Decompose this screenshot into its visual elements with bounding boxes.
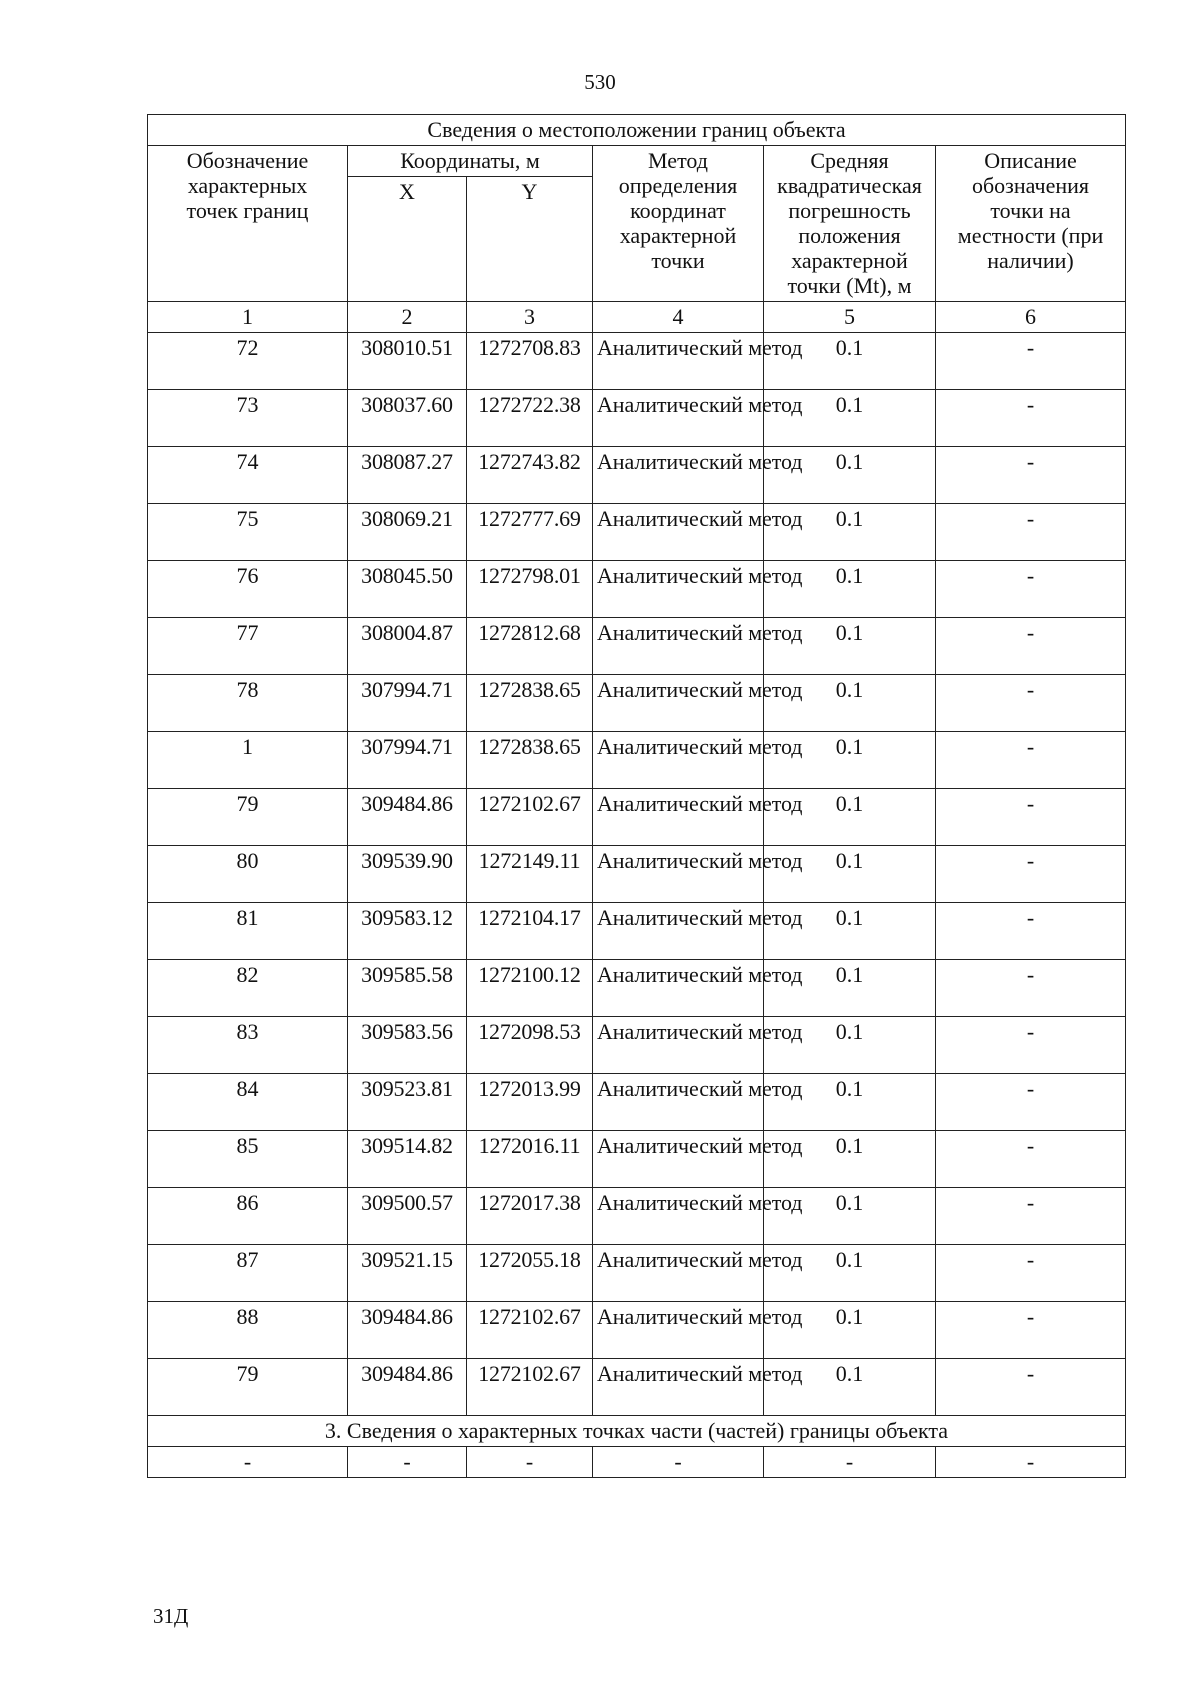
cell-description: -: [936, 618, 1126, 675]
cell-method: Аналитический метод: [593, 504, 764, 561]
cell-error: 0.1: [764, 618, 936, 675]
cell-description: -: [936, 1131, 1126, 1188]
column-number: 2: [348, 302, 467, 333]
cell-error: 0.1: [764, 447, 936, 504]
cell-x: 309585.58: [348, 960, 467, 1017]
part-section-cell: -: [764, 1447, 936, 1478]
part-section-cell: -: [348, 1447, 467, 1478]
cell-y: 1272102.67: [467, 1302, 593, 1359]
cell-y: 1272777.69: [467, 504, 593, 561]
cell-x: 308045.50: [348, 561, 467, 618]
table-row: [148, 789, 1126, 846]
cell-point: 88: [148, 1302, 348, 1359]
cell-y: 1272102.67: [467, 1359, 593, 1416]
header-point-designation: Обозначение характерных точек границ: [148, 146, 348, 302]
cell-x: 308004.87: [348, 618, 467, 675]
boundary-coordinates-table: [147, 114, 1126, 1478]
header-x: X: [348, 177, 467, 302]
cell-x: 307994.71: [348, 732, 467, 789]
cell-method: Аналитический метод: [593, 960, 764, 1017]
cell-method: Аналитический метод: [593, 1359, 764, 1416]
part-section-title: 3. Сведения о характерных точках части (частей) границы объекта: [148, 1416, 1126, 1447]
cell-point: 72: [148, 333, 348, 390]
header-error: Средняя квадратическая погрешность положения характерной точки (Mt), м: [764, 146, 936, 302]
cell-description: -: [936, 789, 1126, 846]
cell-description: -: [936, 732, 1126, 789]
cell-x: 309514.82: [348, 1131, 467, 1188]
header-coordinates: Координаты, м: [348, 146, 593, 177]
cell-method: Аналитический метод: [593, 561, 764, 618]
cell-method: Аналитический метод: [593, 1188, 764, 1245]
part-section-data-row: [148, 1447, 1126, 1478]
cell-method: Аналитический метод: [593, 1017, 764, 1074]
table-row: [148, 1017, 1126, 1074]
cell-error: 0.1: [764, 1302, 936, 1359]
cell-description: -: [936, 1359, 1126, 1416]
table-row: [148, 447, 1126, 504]
cell-error: 0.1: [764, 1359, 936, 1416]
cell-point: 83: [148, 1017, 348, 1074]
column-number: 4: [593, 302, 764, 333]
column-number: 5: [764, 302, 936, 333]
cell-x: 309500.57: [348, 1188, 467, 1245]
cell-description: -: [936, 675, 1126, 732]
table-row: [148, 1188, 1126, 1245]
cell-error: 0.1: [764, 1017, 936, 1074]
cell-method: Аналитический метод: [593, 447, 764, 504]
cell-point: 79: [148, 1359, 348, 1416]
cell-y: 1272017.38: [467, 1188, 593, 1245]
cell-x: 309539.90: [348, 846, 467, 903]
cell-point: 86: [148, 1188, 348, 1245]
cell-x: 309583.12: [348, 903, 467, 960]
cell-error: 0.1: [764, 960, 936, 1017]
part-section-cell: -: [936, 1447, 1126, 1478]
cell-x: 309484.86: [348, 789, 467, 846]
cell-y: 1272838.65: [467, 732, 593, 789]
cell-y: 1272743.82: [467, 447, 593, 504]
cell-method: Аналитический метод: [593, 1131, 764, 1188]
table-row: [148, 333, 1126, 390]
table-row: [148, 732, 1126, 789]
column-number: 6: [936, 302, 1126, 333]
cell-point: 74: [148, 447, 348, 504]
table-row: [148, 1245, 1126, 1302]
cell-x: 309484.86: [348, 1359, 467, 1416]
cell-x: 309523.81: [348, 1074, 467, 1131]
cell-description: -: [936, 903, 1126, 960]
cell-y: 1272149.11: [467, 846, 593, 903]
cell-description: -: [936, 1302, 1126, 1359]
cell-point: 85: [148, 1131, 348, 1188]
cell-x: 308010.51: [348, 333, 467, 390]
table-row: [148, 561, 1126, 618]
cell-method: Аналитический метод: [593, 618, 764, 675]
column-number-row: [148, 302, 1126, 333]
table-row: [148, 1074, 1126, 1131]
cell-x: 308037.60: [348, 390, 467, 447]
cell-description: -: [936, 333, 1126, 390]
table-caption-row: [148, 115, 1126, 146]
cell-method: Аналитический метод: [593, 846, 764, 903]
header-y: Y: [467, 177, 593, 302]
cell-y: 1272722.38: [467, 390, 593, 447]
cell-y: 1272812.68: [467, 618, 593, 675]
table-row: [148, 846, 1126, 903]
cell-y: 1272055.18: [467, 1245, 593, 1302]
cell-error: 0.1: [764, 1074, 936, 1131]
cell-point: 78: [148, 675, 348, 732]
column-number: 3: [467, 302, 593, 333]
table-caption: Сведения о местоположении границ объекта: [148, 115, 1126, 146]
cell-error: 0.1: [764, 846, 936, 903]
cell-description: -: [936, 1188, 1126, 1245]
cell-x: 307994.71: [348, 675, 467, 732]
cell-point: 84: [148, 1074, 348, 1131]
cell-y: 1272102.67: [467, 789, 593, 846]
table-row: [148, 504, 1126, 561]
cell-point: 82: [148, 960, 348, 1017]
cell-x: 308087.27: [348, 447, 467, 504]
cell-method: Аналитический метод: [593, 789, 764, 846]
cell-method: Аналитический метод: [593, 675, 764, 732]
cell-x: 309521.15: [348, 1245, 467, 1302]
cell-y: 1272798.01: [467, 561, 593, 618]
cell-point: 79: [148, 789, 348, 846]
table-row: [148, 1359, 1126, 1416]
cell-error: 0.1: [764, 1245, 936, 1302]
cell-method: Аналитический метод: [593, 903, 764, 960]
cell-error: 0.1: [764, 903, 936, 960]
table-row: [148, 960, 1126, 1017]
cell-error: 0.1: [764, 390, 936, 447]
table-row: [148, 903, 1126, 960]
table-row: [148, 1131, 1126, 1188]
cell-method: Аналитический метод: [593, 1245, 764, 1302]
part-section-cell: -: [148, 1447, 348, 1478]
cell-description: -: [936, 504, 1126, 561]
cell-description: -: [936, 1017, 1126, 1074]
cell-y: 1272104.17: [467, 903, 593, 960]
table-row: [148, 390, 1126, 447]
header-description: Описание обозначения точки на местности (при наличии): [936, 146, 1126, 302]
cell-point: 77: [148, 618, 348, 675]
cell-y: 1272838.65: [467, 675, 593, 732]
cell-y: 1272100.12: [467, 960, 593, 1017]
cell-point: 87: [148, 1245, 348, 1302]
cell-y: 1272016.11: [467, 1131, 593, 1188]
cell-point: 80: [148, 846, 348, 903]
cell-error: 0.1: [764, 1188, 936, 1245]
cell-description: -: [936, 1245, 1126, 1302]
cell-y: 1272708.83: [467, 333, 593, 390]
cell-error: 0.1: [764, 561, 936, 618]
cell-point: 75: [148, 504, 348, 561]
cell-y: 1272013.99: [467, 1074, 593, 1131]
part-section-row: [148, 1416, 1126, 1447]
table-row: [148, 675, 1126, 732]
table-row: [148, 1302, 1126, 1359]
cell-x: 309583.56: [348, 1017, 467, 1074]
part-section-cell: -: [593, 1447, 764, 1478]
cell-method: Аналитический метод: [593, 333, 764, 390]
header-method: Метод определения координат характерной точки: [593, 146, 764, 302]
page-number: 530: [584, 70, 616, 94]
cell-error: 0.1: [764, 675, 936, 732]
cell-x: 309484.86: [348, 1302, 467, 1359]
cell-error: 0.1: [764, 789, 936, 846]
cell-error: 0.1: [764, 732, 936, 789]
cell-error: 0.1: [764, 333, 936, 390]
cell-description: -: [936, 846, 1126, 903]
cell-description: -: [936, 390, 1126, 447]
cell-method: Аналитический метод: [593, 732, 764, 789]
cell-method: Аналитический метод: [593, 1074, 764, 1131]
cell-point: 76: [148, 561, 348, 618]
cell-description: -: [936, 960, 1126, 1017]
part-section-cell: -: [467, 1447, 593, 1478]
cell-point: 81: [148, 903, 348, 960]
footer-code: 31Д: [153, 1604, 189, 1628]
cell-description: -: [936, 447, 1126, 504]
cell-point: 1: [148, 732, 348, 789]
cell-method: Аналитический метод: [593, 390, 764, 447]
cell-x: 308069.21: [348, 504, 467, 561]
column-number: 1: [148, 302, 348, 333]
header-row: [148, 146, 1126, 177]
cell-y: 1272098.53: [467, 1017, 593, 1074]
table-row: [148, 618, 1126, 675]
cell-error: 0.1: [764, 504, 936, 561]
cell-point: 73: [148, 390, 348, 447]
cell-error: 0.1: [764, 1131, 936, 1188]
cell-description: -: [936, 1074, 1126, 1131]
cell-description: -: [936, 561, 1126, 618]
cell-method: Аналитический метод: [593, 1302, 764, 1359]
